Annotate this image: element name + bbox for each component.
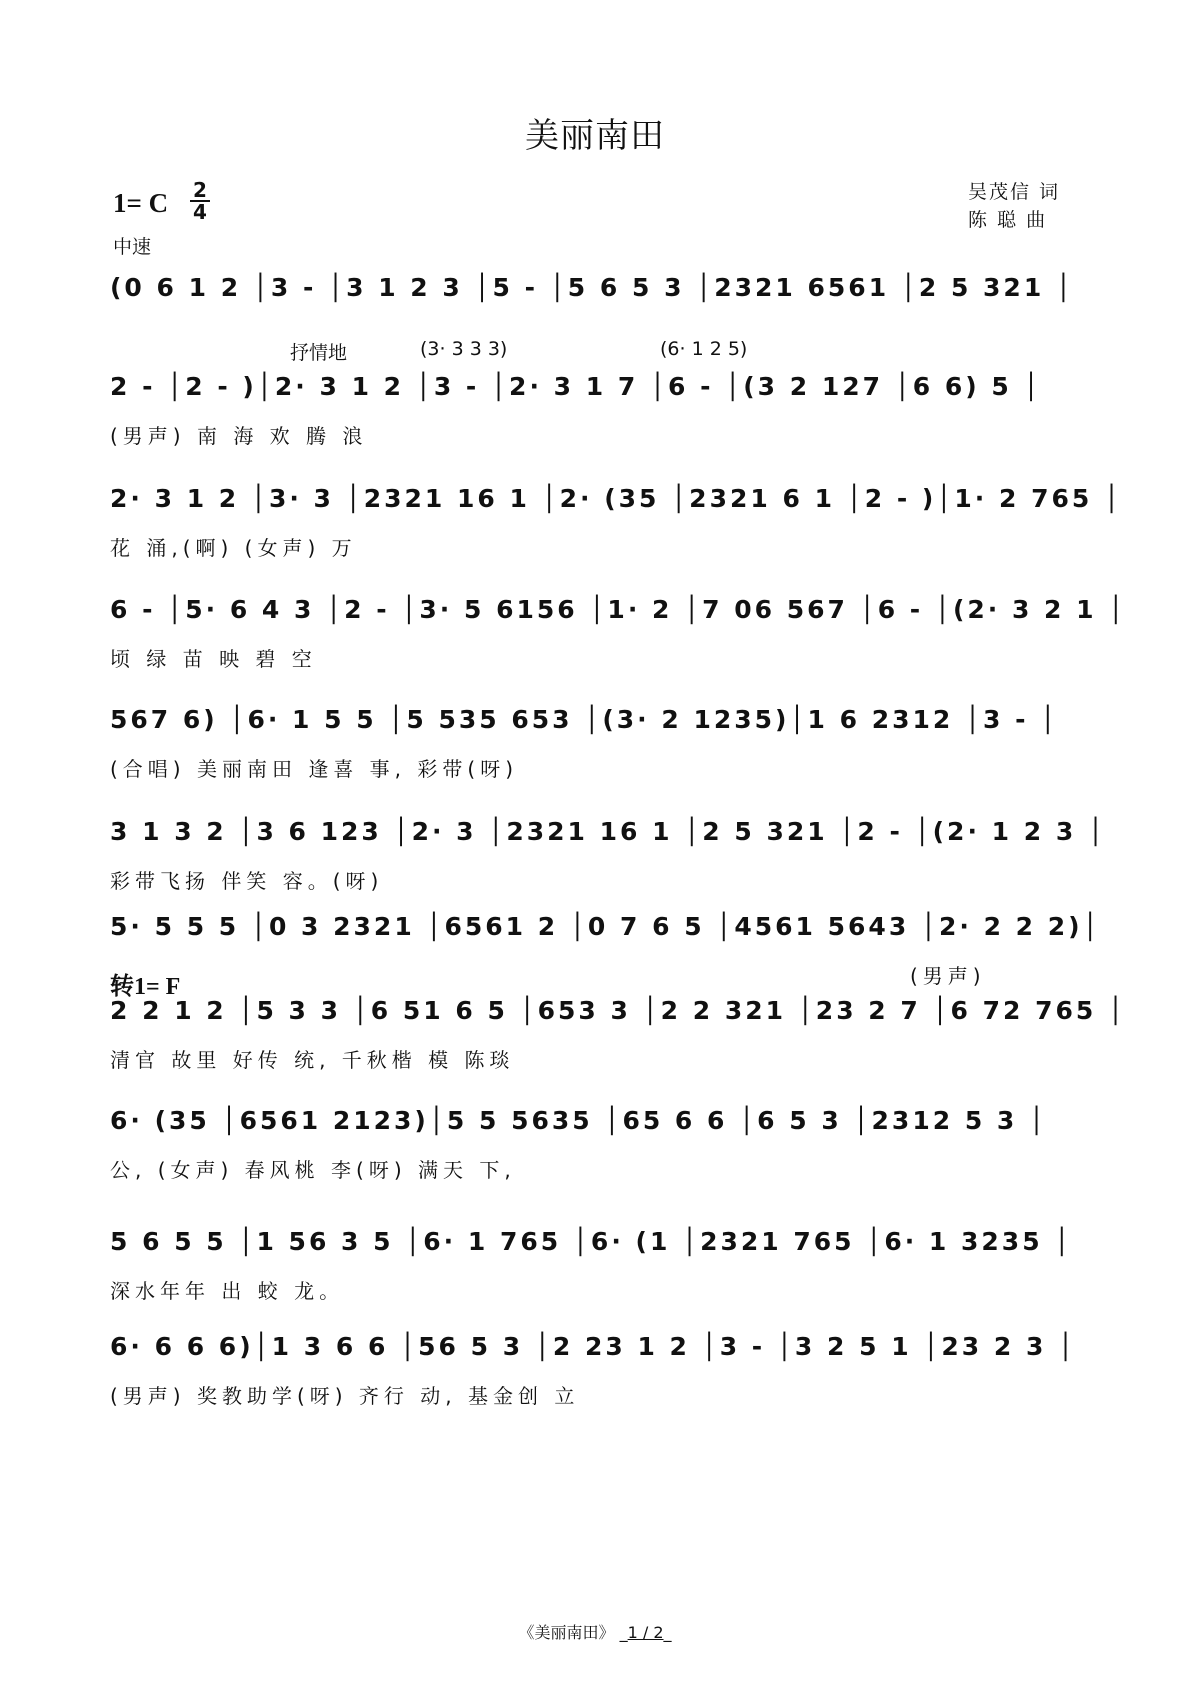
lyricist-credit: 吴茂信 词 <box>968 181 1061 203</box>
voice-label: (男声) <box>910 964 986 988</box>
notation-line: 2 - │2 - )│2· 3 1 2 │3 - │2· 3 1 7 │6 - │(3 2 127 │6 6) 5 │ <box>110 372 1042 401</box>
lyrics-line: (合唱) 美丽南田 逢喜 事, 彩带(呀) <box>110 757 518 781</box>
page-title: 美丽南田 <box>525 116 665 156</box>
notation-line: 6· 6 6 6)│1 3 6 6 │56 5 3 │2 23 1 2 │3 - │3 2 5 1 │23 2 3 │ <box>110 1332 1077 1361</box>
notation-line: 5· 5 5 5 │0 3 2321 │6561 2 │0 7 6 5 │4561 5643 │2· 2 2 2)│ <box>110 912 1101 941</box>
lyrics-line: 公, (女声) 春风桃 李(呀) 满天 下, <box>110 1158 516 1182</box>
lyrics-line: 花 涌,(啊) (女声) 万 <box>110 536 357 560</box>
notation-line: 3 1 3 2 │3 6 123 │2· 3 │2321 16 1 │2 5 321 │2 - │(2· 1 2 3 │ <box>110 817 1106 846</box>
time-signature-bottom: 4 <box>193 200 207 224</box>
lyrics-line: 彩带飞扬 伴笑 容。(呀) <box>110 869 384 893</box>
tempo-marking: 中速 <box>113 236 152 258</box>
page-number: 1 / 2 <box>627 1623 664 1642</box>
footer-title: 《美丽南田》 <box>518 1623 615 1642</box>
notation-line: 2· 3 1 2 │3· 3 │2321 16 1 │2· (35 │2321 6 1 │2 - )│1· 2 765 │ <box>110 484 1123 513</box>
page-footer: 《美丽南田》 _1 / 2_ <box>518 1623 672 1642</box>
time-signature <box>189 180 211 222</box>
notation-line: (0 6 1 2 │3 - │3 1 2 3 │5 - │5 6 5 3 │2321 6561 │2 5 321 │ <box>110 273 1074 302</box>
lyrics-line: 清官 故里 好传 统, 千秋楷 模 陈琰 <box>110 1048 515 1072</box>
ossia-notes: (3· 3 3 3) <box>420 338 508 360</box>
lyrics-line: (男声) 南 海 欢 腾 浪 <box>110 424 368 448</box>
ossia-notes: (6· 1 2 5) <box>660 338 748 360</box>
notation-line: 6 - │5· 6 4 3 │2 - │3· 5 6156 │1· 2 │7 06 567 │6 - │(2· 3 2 1 │ <box>110 595 1127 624</box>
composer-credit: 陈 聪 曲 <box>968 209 1048 231</box>
key-signature: 1= C <box>113 188 169 218</box>
time-signature-top: 2 <box>193 178 207 202</box>
lyrics-line: (男声) 奖教助学(呀) 齐行 动, 基金创 立 <box>110 1384 580 1408</box>
notation-line: 5 6 5 5 │1 56 3 5 │6· 1 765 │6· (1 │2321 765 │6· 1 3235 │ <box>110 1227 1073 1256</box>
notation-line: 2 2 1 2 │5 3 3 │6 51 6 5 │653 3 │2 2 321 │23 2 7 │6 72 765 │ <box>110 996 1127 1025</box>
notation-line: 6· (35 │6561 2123)│5 5 5635 │65 6 6 │6 5 3 │2312 5 3 │ <box>110 1106 1048 1135</box>
lyrics-line: 顷 绿 苗 映 碧 空 <box>110 647 317 671</box>
credits <box>968 178 1060 234</box>
notation-line: 567 6) │6· 1 5 5 │5 535 653 │(3· 2 1235)│1 6 2312 │3 - │ <box>110 705 1059 734</box>
modulation-marking: 转1= F <box>110 974 181 1000</box>
expression-marking: 抒情地 <box>290 342 348 364</box>
lyrics-line: 深水年年 出 蛟 龙。 <box>110 1279 345 1303</box>
